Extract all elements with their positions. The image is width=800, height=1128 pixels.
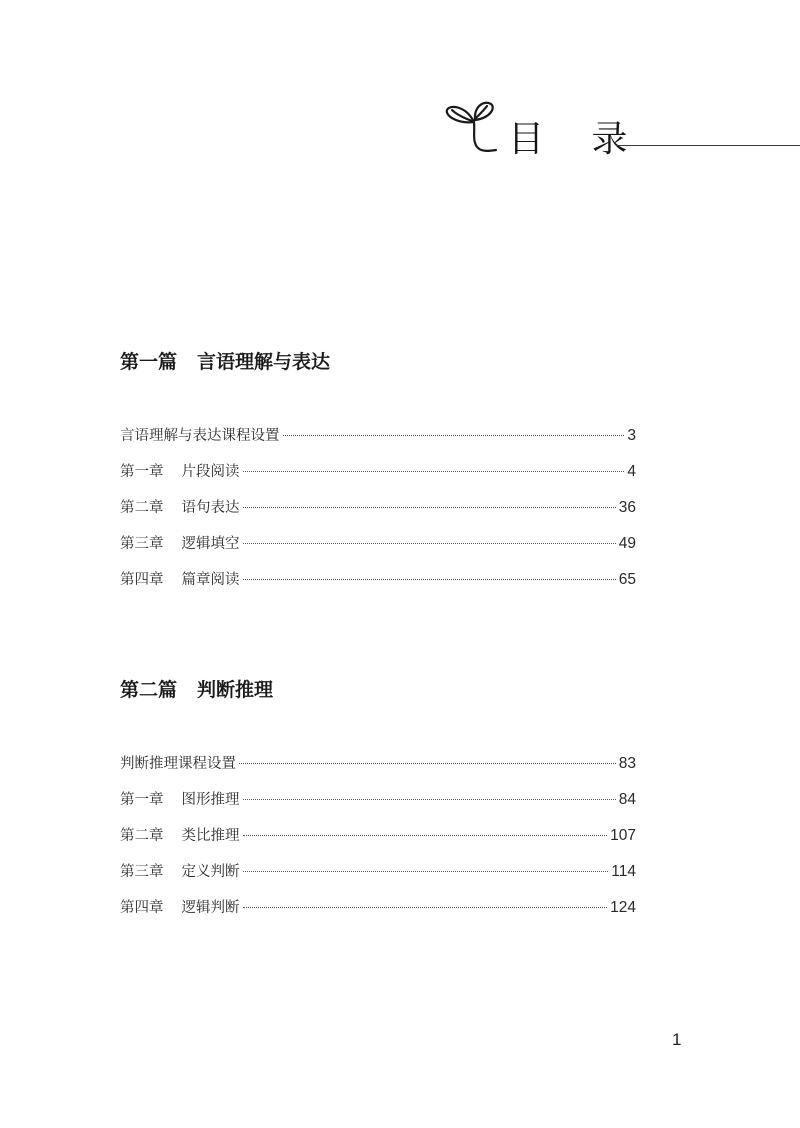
entry-chapter: 第三章	[120, 864, 164, 880]
entry-title: 逻辑判断	[181, 900, 240, 916]
toc-entry[interactable]	[120, 534, 636, 570]
dot-leader	[283, 435, 625, 436]
toc-header	[444, 98, 800, 168]
part-section	[120, 350, 636, 588]
entry-page: 83	[618, 755, 636, 772]
toc-entry[interactable]	[120, 898, 636, 934]
toc-entry[interactable]	[120, 462, 636, 498]
entry-chapter: 第三章	[120, 536, 164, 552]
dot-leader	[243, 471, 625, 472]
entry-title: 言语理解与表达课程设置	[120, 428, 280, 444]
toc-list	[120, 754, 636, 934]
dot-leader	[243, 871, 609, 872]
page-number: 1	[672, 1030, 682, 1049]
entry-chapter: 第二章	[120, 828, 164, 844]
dot-leader	[239, 763, 616, 764]
part-label: 第二篇	[120, 679, 178, 701]
part-title: 判断推理	[197, 679, 274, 701]
entry-title: 片段阅读	[181, 464, 240, 480]
toc-entry[interactable]	[120, 862, 636, 898]
part-title: 言语理解与表达	[197, 351, 331, 373]
dot-leader	[243, 835, 608, 836]
entry-page: 36	[618, 499, 636, 516]
toc-entry[interactable]	[120, 754, 636, 790]
entry-page: 49	[618, 535, 636, 552]
part-label: 第一篇	[120, 351, 178, 373]
entry-page: 3	[627, 427, 636, 444]
entry-page: 84	[618, 791, 636, 808]
entry-page: 124	[610, 899, 636, 916]
toc-entry[interactable]	[120, 826, 636, 862]
sprout-icon	[444, 98, 510, 162]
part-heading	[120, 678, 636, 702]
toc-list	[120, 426, 636, 606]
entry-title: 类比推理	[181, 828, 240, 844]
entry-title: 语句表达	[181, 500, 240, 516]
toc-entry[interactable]	[120, 790, 636, 826]
entry-page: 107	[610, 827, 636, 844]
part-heading	[120, 350, 636, 374]
toc-entry[interactable]	[120, 570, 636, 606]
entry-title: 图形推理	[181, 792, 240, 808]
dot-leader	[243, 907, 608, 908]
entry-chapter: 第四章	[120, 572, 164, 588]
dot-leader	[243, 543, 616, 544]
entry-chapter: 第一章	[120, 464, 164, 480]
entry-title: 篇章阅读	[181, 572, 240, 588]
entry-chapter: 第一章	[120, 792, 164, 808]
entry-page: 114	[611, 863, 636, 880]
toc-entry[interactable]	[120, 498, 636, 534]
title-rule	[616, 145, 800, 146]
part-section	[120, 678, 636, 916]
entry-chapter: 第二章	[120, 500, 164, 516]
entry-page: 4	[627, 463, 636, 480]
toc-entry[interactable]	[120, 426, 636, 462]
entry-title: 判断推理课程设置	[120, 756, 236, 772]
dot-leader	[243, 579, 616, 580]
dot-leader	[243, 799, 616, 800]
dot-leader	[243, 507, 616, 508]
entry-chapter: 第四章	[120, 900, 164, 916]
toc-title: 目 录	[508, 119, 646, 160]
entry-page: 65	[618, 571, 636, 588]
entry-title: 逻辑填空	[181, 536, 240, 552]
entry-title: 定义判断	[181, 864, 240, 880]
